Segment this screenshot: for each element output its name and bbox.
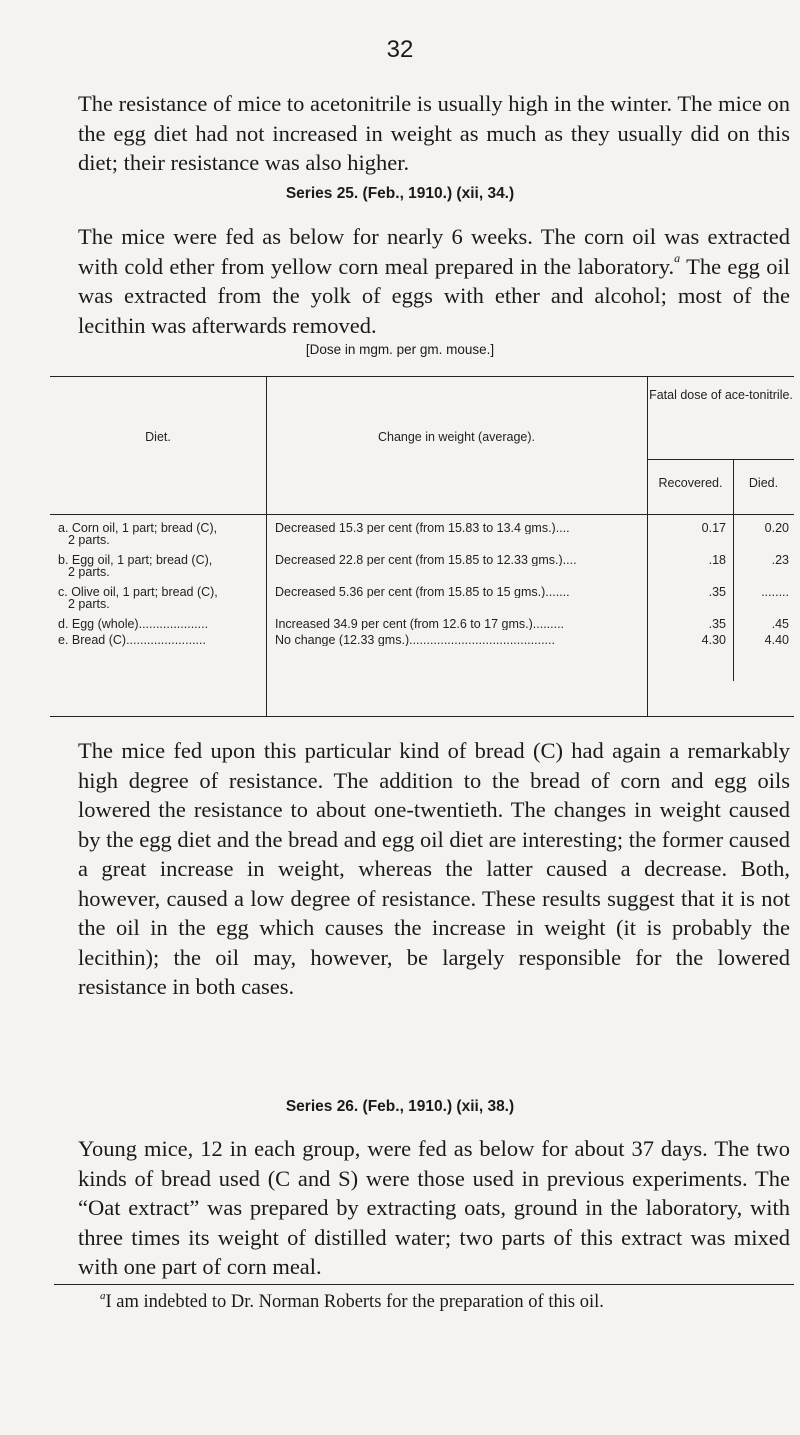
recovered-cell: 4.30 xyxy=(701,633,726,647)
change-cell: Decreased 15.3 per cent (from 15.83 to 13.4 gms.).... xyxy=(275,522,570,534)
header-died: Died. xyxy=(748,476,779,490)
header-diet: Diet. xyxy=(145,430,171,444)
table-body xyxy=(50,522,794,650)
table-row xyxy=(50,618,794,634)
series-25-text-after-note: The egg oil was extracted from the yolk of eggs with ether and alcohol; most of the lecithin was afterwards removed. xyxy=(78,253,790,338)
died-cell: .23 xyxy=(771,553,789,567)
died-cell: 0.20 xyxy=(764,521,789,535)
table-top-rule xyxy=(50,376,794,377)
header-fatal-dose: Fatal dose of ace-tonitrile. xyxy=(649,388,793,402)
header-recovered: Recovered. xyxy=(658,476,723,490)
discussion-paragraph: The mice fed upon this particular kind of bread (C) had again a remarkably high degree of resistance. The addition to the bread of corn and egg oils lowered the resistance to about one-twentieth. The changes in weight caused by the egg diet and the bread and egg oil diet are interesting; the former caused a great increase in weight, whereas the latter caused a decrease. Both, however, caused a low degree of resistance. These results suggest that it is not the oil in the egg which causes the increase in weight (it is probably the lecithin); the oil may, however, be largely responsible for the lowered resistance in both cases. xyxy=(78,738,790,999)
footnote-text: I am indebted to Dr. Norman Roberts for the preparation of this oil. xyxy=(105,1292,604,1312)
series-25-heading: Series 25. (Feb., 1910.) (xii, 34.) xyxy=(285,185,515,202)
table-row xyxy=(50,522,794,554)
change-cell: Decreased 5.36 per cent (from 15.85 to 15 gms.)....... xyxy=(275,586,570,598)
footnote-rule xyxy=(54,1284,794,1285)
change-cell: Decreased 22.8 per cent (from 15.85 to 12.33 gms.).... xyxy=(275,554,577,566)
table-bottom-rule xyxy=(50,716,794,717)
died-cell: 4.40 xyxy=(764,633,789,647)
died-cell: ........ xyxy=(761,585,789,599)
results-table xyxy=(50,376,794,718)
header-change-in-weight: Change in weight (average). xyxy=(377,430,536,444)
change-cell: No change (12.33 gms.).......................................... xyxy=(275,634,555,646)
diet-cell: c. Olive oil, 1 part; bread (C), 2 parts. xyxy=(58,585,218,611)
series-26-paragraph: Young mice, 12 in each group, were fed as below for about 37 days. The two kinds of bread used (C and S) were those used in previous experiments. The “Oat extract” was prepared by extracting oats, ground in the laboratory, with three times its weight of distilled water; two parts of this extract was mixed with one part of corn meal. xyxy=(78,1136,790,1279)
diet-cell: e. Bread (C)....................... xyxy=(58,633,206,647)
diet-cell: a. Corn oil, 1 part; bread (C), 2 parts. xyxy=(58,521,218,547)
diet-cell: b. Egg oil, 1 part; bread (C), 2 parts. xyxy=(58,553,213,579)
series-26-heading: Series 26. (Feb., 1910.) (xii, 38.) xyxy=(285,1098,515,1115)
series-25-text-before-note: The mice were fed as below for nearly 6 weeks. The corn oil was extracted with cold ether from yellow corn meal prepared in the laboratory. xyxy=(78,224,790,279)
footnote xyxy=(100,1290,790,1314)
table-row xyxy=(50,554,794,586)
diet-cell: d. Egg (whole).................... xyxy=(58,617,209,631)
series-25-paragraph xyxy=(78,222,790,340)
table-header-rule xyxy=(50,514,794,515)
footnote-marker: a xyxy=(100,1290,106,1302)
recovered-cell: 0.17 xyxy=(701,521,726,535)
recovered-cell: .35 xyxy=(708,585,726,599)
table-subheader-rule xyxy=(648,459,794,460)
intro-paragraph: The resistance of mice to acetonitrile is usually high in the winter. The mice on the egg diet had not increased in weight as much as they usually did on this diet; their resistance was also higher. xyxy=(78,91,790,175)
table-row xyxy=(50,586,794,618)
table-row xyxy=(50,634,794,650)
recovered-cell: .35 xyxy=(708,617,726,631)
footnote-marker: a xyxy=(674,250,681,265)
dose-note: [Dose in mgm. per gm. mouse.] xyxy=(305,342,495,357)
change-cell: Increased 34.9 per cent (from 12.6 to 17 gms.)......... xyxy=(275,618,565,630)
page-number: 32 xyxy=(386,36,414,63)
died-cell: .45 xyxy=(771,617,789,631)
recovered-cell: .18 xyxy=(708,553,726,567)
